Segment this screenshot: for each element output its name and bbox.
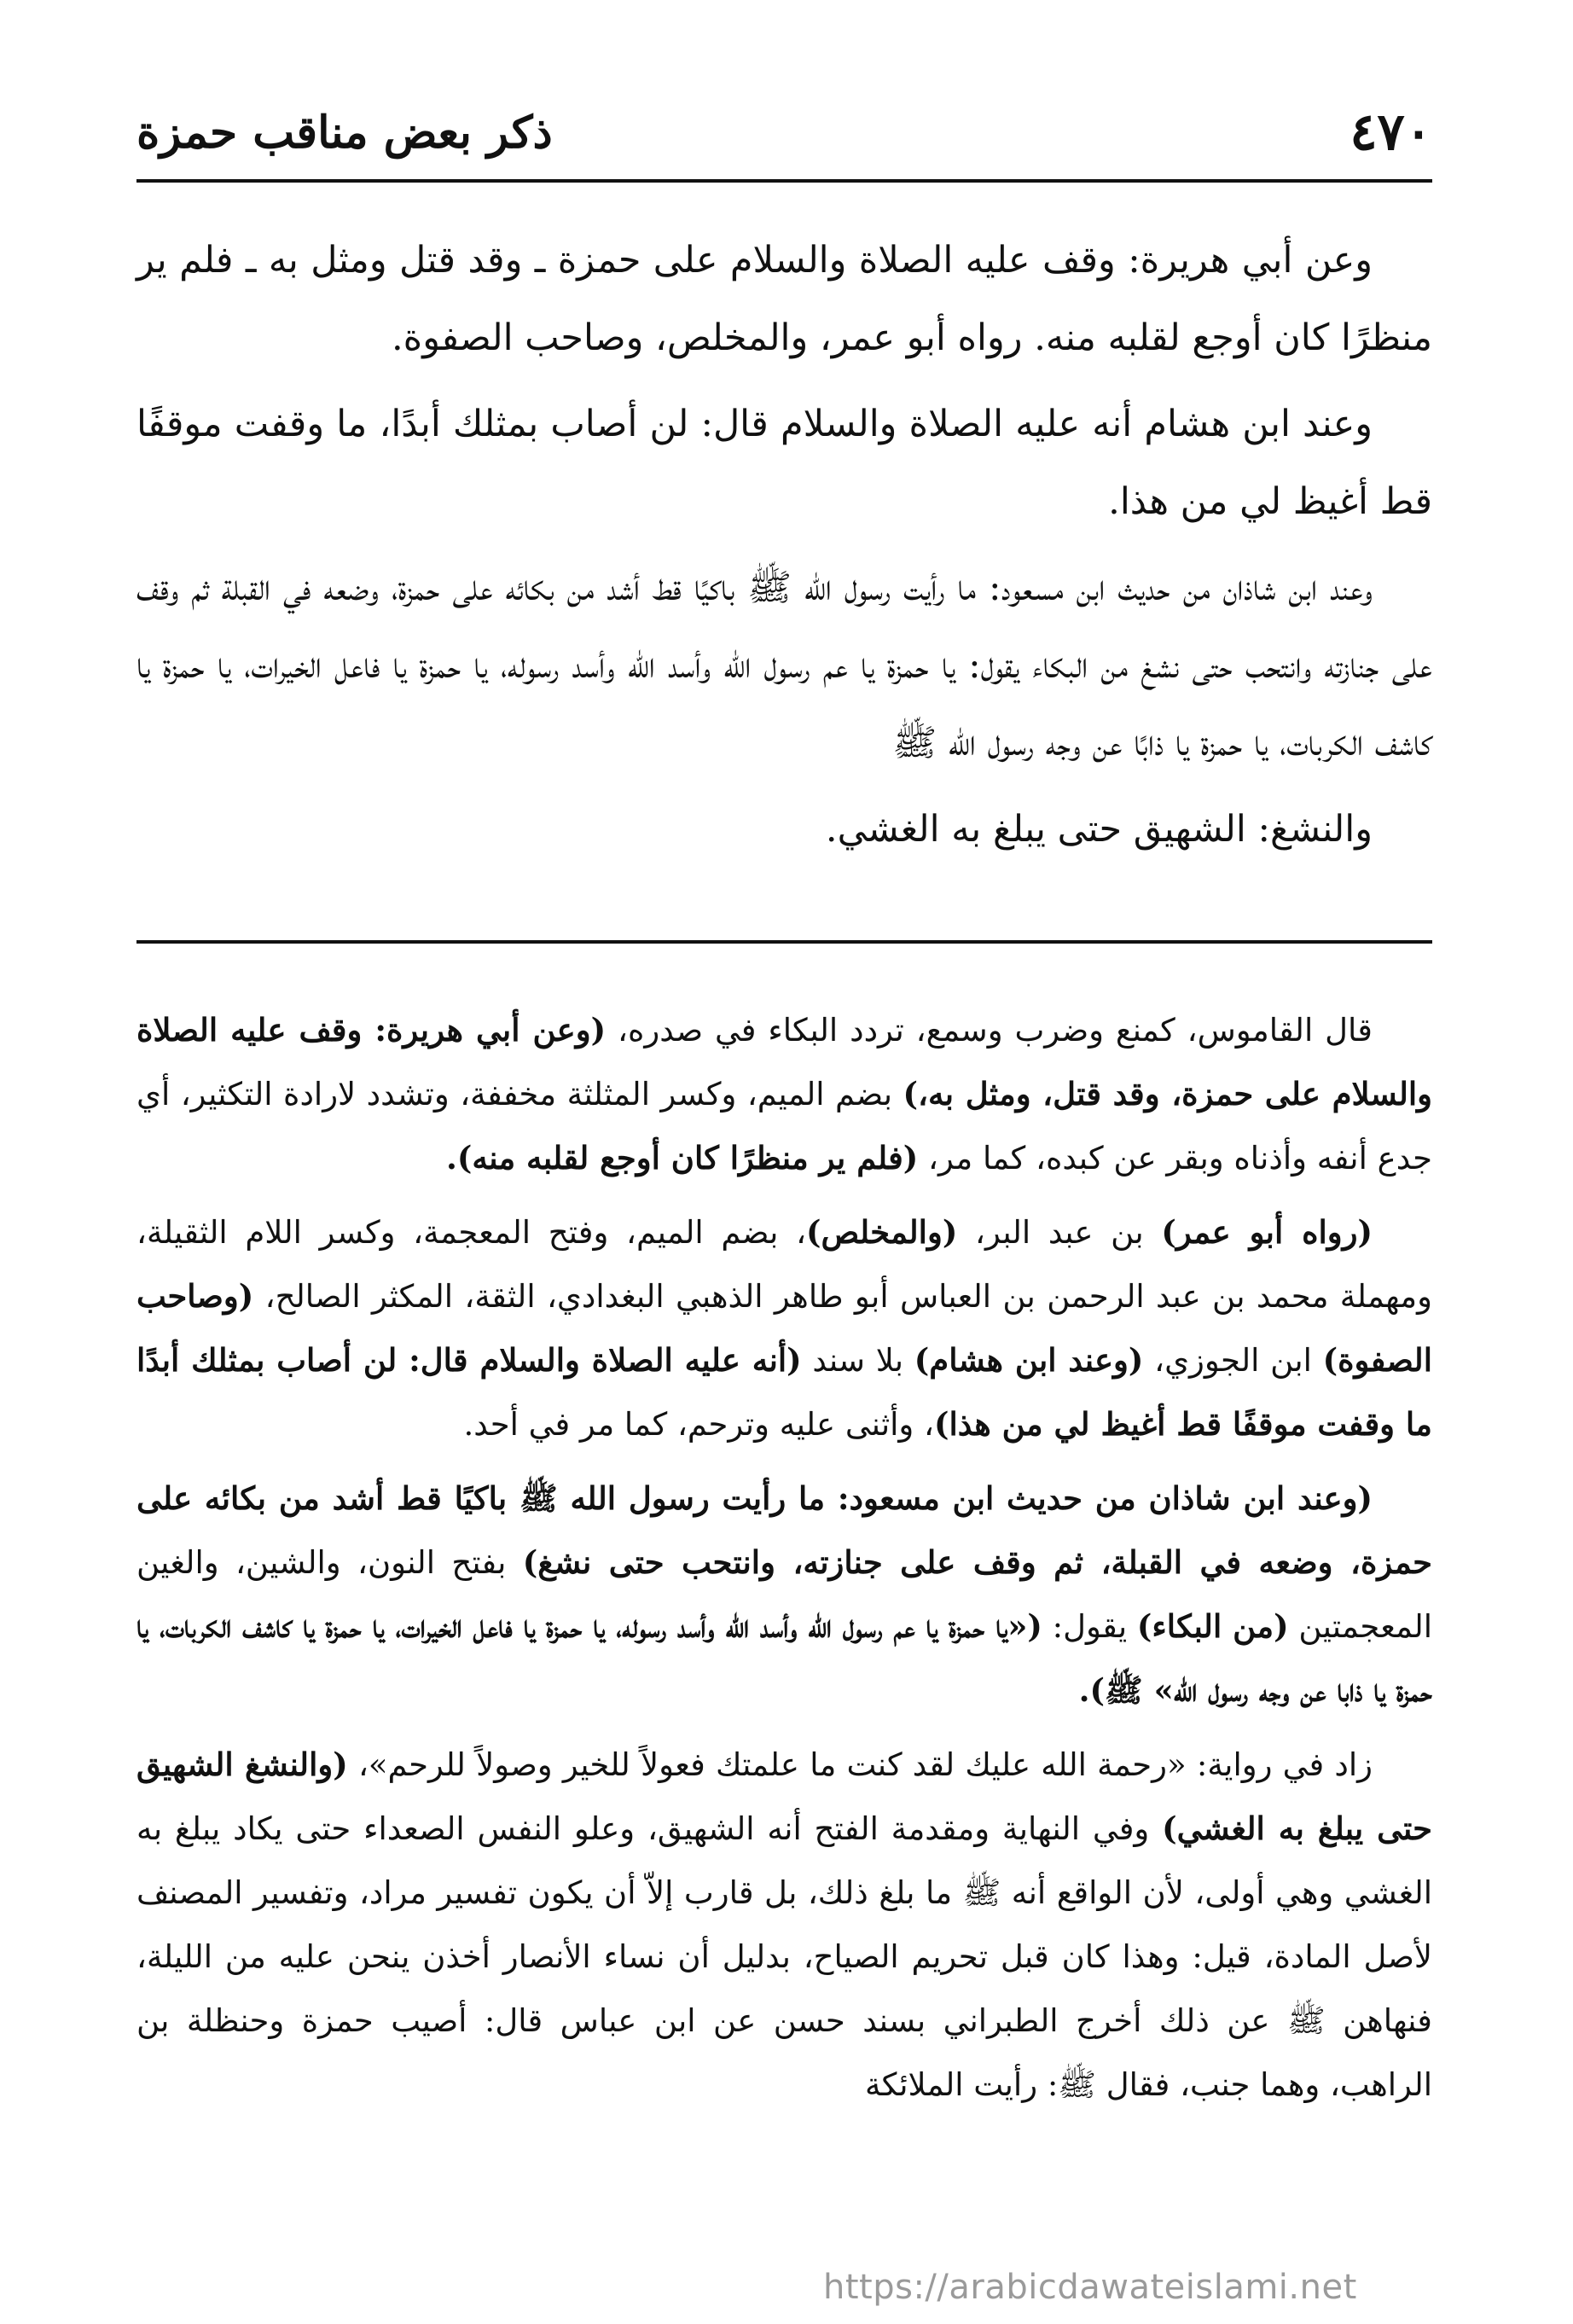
commentary-segment: يقول: <box>1042 1608 1137 1645</box>
bold-quoted-segment: (أنه عليه الصلاة والسلام قال: لن أصاب بمثلك أبدًا ما وقفت موقفًا قط أغيظ لي من هذا) <box>136 1341 1432 1443</box>
bold-quoted-segment: (وعند ابن شاذان من حديث ابن مسعود: ما رأيت رسول الله ﷺ باكيًا قط أشد من بكائه على حمزة، وضعه في القبلة، ثم وقف على جنازته، وانتحب حتى نشغ) <box>136 1479 1433 1581</box>
main-paragraph-1: وعن أبي هريرة: وقف عليه الصلاة والسلام على حمزة ـ وقد قتل ومثل به ـ فلم ير منظرًا كان أوجع لقلبه منه. رواه أبو عمر، والمخلص، وصاحب الصفوة. <box>136 239 1432 359</box>
commentary-paragraph-4 <box>136 1733 1432 2117</box>
bold-quoted-segment: (وعن أبي هريرة: وقف عليه الصلاة والسلام على حمزة، وقد قتل، ومثل به،) <box>136 1011 1432 1113</box>
main-paragraph-2: وعند ابن هشام أنه عليه الصلاة والسلام قال: لن أصاب بمثلك أبدًا، ما وقفت موقفًا قط أغيظ لي من هذا. <box>136 403 1432 523</box>
bold-quoted-segment: (والنشغ الشهيق حتى يبلغ به الغشي) <box>136 1746 1432 1847</box>
commentary-divider <box>136 940 1432 944</box>
commentary-paragraph-3 <box>136 1467 1432 1723</box>
bold-quoted-segment: (فلم ير منظرًا كان أوجع لقلبه منه). <box>445 1139 919 1177</box>
page-number: ٤٧٠ <box>1350 102 1432 162</box>
main-text <box>136 222 1432 877</box>
commentary-segment: زاد في رواية: «رحمة الله عليك لقد كنت ما علمتك فعولاً للخير وصولاً للرحم»، <box>347 1746 1373 1783</box>
commentary-paragraph-1 <box>136 998 1432 1190</box>
bold-quoted-segment: («يا حمزة يا عم رسول الله وأسد الله وأسد رسوله، يا حمزة يا فاعل الخيرات، يا حمزة يا كاشف الكربات، يا حمزة يا ذابا عن وجه رسول الله» ﷺ). <box>136 1607 1432 1709</box>
commentary-segment: بضم الميم، وكسر المثلثة مخففة، وتشدد لارادة التكثير، أي جدع أنفه وأذناه وبقر عن كبده، كما مر، <box>136 1076 1432 1177</box>
commentary-segment: بلا سند <box>801 1342 914 1379</box>
bold-quoted-segment: (وصاحب الصفوة) <box>136 1277 1432 1379</box>
main-paragraph-3: وعند ابن شاذان من حديث ابن مسعود: ما رأيت رسول الله ﷺ باكيًا قط أشد من بكائه على حمزة، وضعه في القبلة ثم وقف على جنازته وانتحب حتى نشغ من البكاء يقول: يا حمزة يا عم رسول الله وأسد الله وأسد رسوله، يا حمزة يا فاعل الخيرات، يا حمزة يا كاشف الكربات، يا حمزة يا ذابًا عن وجه رسول الله ﷺ <box>136 566 1432 764</box>
bold-quoted-segment: (وعند ابن هشام) <box>914 1341 1144 1379</box>
commentary-segment: ابن الجوزي، <box>1143 1342 1323 1379</box>
commentary-segment: قال القاموس، كمنع وضرب وسمع، تردد البكاء في صدره، <box>606 1012 1373 1049</box>
bold-quoted-segment: (رواه أبو عمر) <box>1161 1213 1373 1251</box>
main-paragraph-4: والنشغ: الشهيق حتى يبلغ به الغشي. <box>825 808 1373 851</box>
commentary-paragraph-2 <box>136 1200 1432 1456</box>
bold-quoted-segment: (من البكاء) <box>1136 1607 1289 1645</box>
commentary-segment: ، وأثنى عليه وترحم، كما مر في أحد. <box>463 1406 934 1443</box>
commentary-segment: بفتح النون، والشين، والغين المعجمتين <box>136 1544 1432 1645</box>
running-title: ذكر بعض مناقب حمزة <box>136 106 553 159</box>
watermark-url: https://arabicdawateislami.net <box>823 2268 1357 2307</box>
header-divider <box>136 179 1432 183</box>
commentary-segment: ، بضم الميم، وفتح المعجمة، وكسر اللام الثقيلة، ومهملة محمد بن عبد الرحمن بن العباس أبو طاهر الذهبي البغدادي، الثقة، المكثر الصالح، <box>136 1214 1432 1315</box>
bold-quoted-segment: (والمخلص) <box>806 1213 958 1251</box>
commentary-segment: وفي النهاية ومقدمة الفتح أنه الشهيق، وعلو النفس الصعداء حتى يكاد يبلغ به الغشي وهي أولى، لأن الواقع أنه ﷺ ما بلغ ذلك، بل قارب إلاّ أن يكون تفسير مراد، وتفسير المصنف لأصل المادة، قيل: وهذا كان قبل تحريم الصياح، بدليل أن نساء الأنصار أخذن ينحن عليه من الليلة، فنهاهن ﷺ عن ذلك أخرج الطبراني بسند حسن عن ابن عباس قال: أصيب حمزة وحنظلة بن الراهب، وهما جنب، فقال ﷺ: رأيت الملائكة <box>136 1810 1432 2103</box>
page-header <box>136 85 1432 179</box>
commentary-segment: بن عبد البر، <box>957 1214 1162 1251</box>
commentary-text <box>136 998 1432 2127</box>
